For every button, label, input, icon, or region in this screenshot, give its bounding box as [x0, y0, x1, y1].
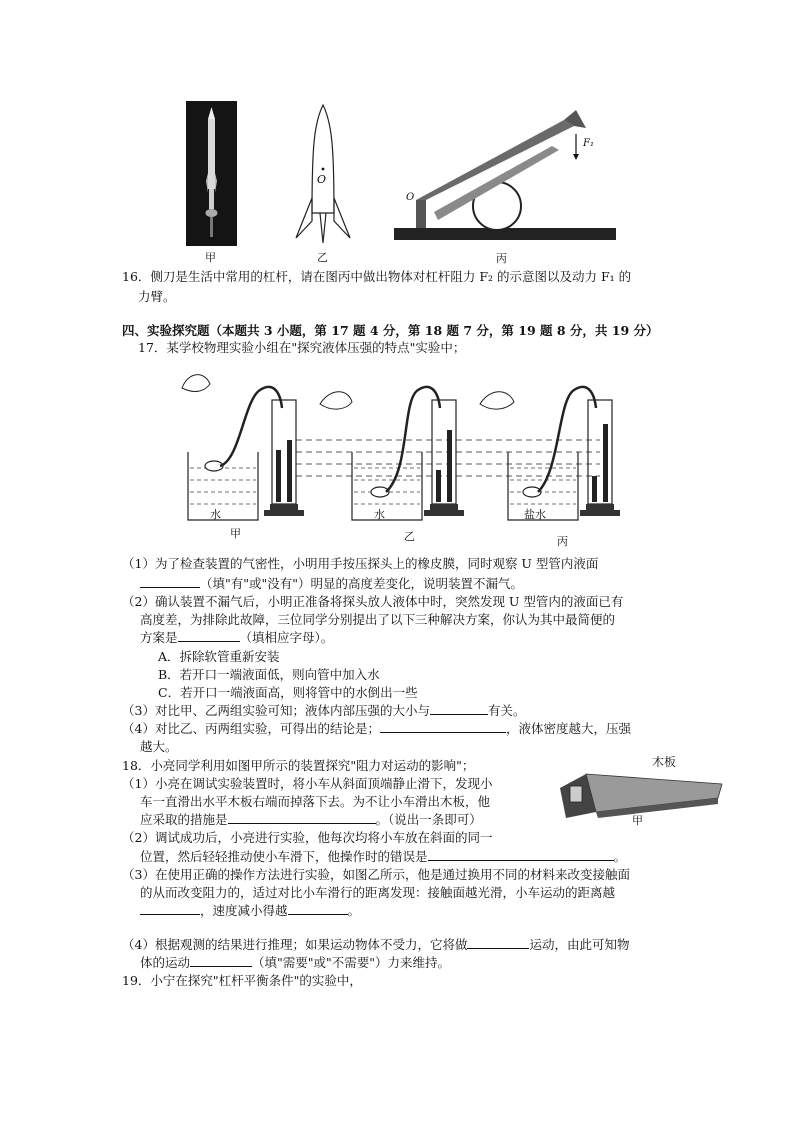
- q19-intro: 19．小宁在探究"杠杆平衡条件"的实验中，: [122, 973, 362, 988]
- q18-part3-line2: 的从而改变阻力的，适过对比小车滑行的距离发现：接触面越光滑，小车运动的距离越: [140, 885, 616, 900]
- beaker-1-liquid-label: 水: [210, 508, 221, 521]
- answer-blank[interactable]: [228, 811, 376, 824]
- answer-blank[interactable]: [288, 902, 348, 915]
- beaker-2-liquid-label: 水: [374, 508, 385, 521]
- lever-cutter-drawing: [394, 108, 616, 246]
- figure-rocket-photo: [186, 101, 237, 246]
- q17-part4-line1: （4）对比乙、丙两组实验，可得出的结论是； ，液体密度越大，压强: [122, 721, 631, 736]
- answer-blank[interactable]: [140, 575, 200, 588]
- q18-part1-line1: （1）小亮在调试实验装置时，将小车从斜面顶端静止滑下，发现小: [122, 776, 493, 791]
- q17-intro: 17．某学校物理实验小组在"探究液体压强的特点"实验中；: [138, 340, 466, 355]
- figure-16-label-bing: 丙: [496, 252, 507, 265]
- figure-pressure-experiment: [180, 360, 630, 530]
- lever-point-o: O: [406, 192, 415, 203]
- q18-part3-line3: ，速度减小得越 。: [140, 902, 360, 920]
- q17-part2-line2: 高度差，为排除此故障，三位同学分别提出了以下三种解决方案，你认为其中最简便的: [140, 612, 616, 627]
- q18-part2-line1: （2）调试成功后，小亮进行实验，他每次均将小车放在斜面的同一: [122, 830, 493, 845]
- q17-option-c: C．若开口一端液面高，则将管中的水倒出一些: [158, 685, 418, 700]
- answer-blank[interactable]: [380, 720, 506, 733]
- q17-figure-label-jia: 甲: [230, 527, 241, 540]
- section-4-heading: 四、实验探究题（本题共 3 小题，第 17 题 4 分，第 18 题 7 分，第 19 题 8 分，共 19 分）: [122, 323, 659, 338]
- figure-rocket-diagram: [292, 103, 354, 246]
- answer-blank[interactable]: [430, 702, 488, 715]
- pressure-experiment-drawing: [180, 360, 630, 530]
- figure-16-label-jia: 甲: [205, 251, 216, 264]
- rocket-point-o: O: [317, 173, 327, 186]
- answer-blank[interactable]: [190, 954, 252, 967]
- q17-part1-line1: （1）为了检查装置的气密性，小明用手按压探头上的橡皮膜，同时观察 U 型管内液面: [122, 556, 599, 571]
- q17-part2-line3: 方案是 （填相应字母）。: [140, 630, 334, 645]
- q17-figure-label-yi: 乙: [404, 530, 415, 543]
- q18-part2-line2: 位置，然后轻轻推动使小车滑下，他操作时的错误是 。: [140, 849, 627, 864]
- q17-option-b: B．若开口一端液面低，则向管中加入水: [158, 667, 380, 682]
- q18-part4-line2: 体的运动 （填"需要"或"不需要"）力来维持。: [140, 955, 451, 970]
- answer-blank[interactable]: [428, 848, 614, 861]
- q18-part1-line3: 应采取的措施是 。（说出一条即可）: [140, 812, 482, 827]
- beaker-3-liquid-label: 盐水: [524, 508, 546, 521]
- q18-figure-label-jia: 甲: [632, 814, 643, 827]
- q16-line-1: 16．侧刀是生活中常用的杠杆，请在图丙中做出物体对杠杆阻力 F₂ 的示意图以及动力 F₁ 的: [122, 269, 632, 284]
- q18-intro: 18．小亮同学利用如图甲所示的装置探究"阻力对运动的影响"；: [122, 758, 475, 773]
- q18-part4-line1: （4）根据观测的结果进行推理；如果运动物体不受力，它将做 运动，由此可知物: [122, 937, 630, 952]
- q17-figure-label-bing: 丙: [557, 535, 568, 548]
- q17-part2-line1: （2）确认装置不漏气后，小明正准备将探头放人液体中时，突然发现 U 型管内的液面已有: [122, 594, 624, 609]
- answer-blank[interactable]: [140, 902, 200, 915]
- figure-lever-cutter: [394, 108, 616, 246]
- q18-part1-line2: 车一直滑出水平木板右端而掉落下去。为不让小车滑出木板，他: [140, 794, 491, 809]
- rocket-photo-drawing: [186, 101, 237, 246]
- q18-part3-line1: （3）在使用正确的操作方法进行实验，如图乙所示，他是通过换用不同的材料来改变接触面: [122, 867, 630, 882]
- q17-part3: （3）对比甲、乙两组实验可知；液体内部压强的大小与 有关。: [122, 703, 526, 718]
- q16-line-2: 力臂。: [138, 289, 176, 304]
- q17-part4-line2: 越大。: [140, 739, 178, 754]
- answer-blank[interactable]: [178, 629, 240, 642]
- q17-part1-line2: （填"有"或"没有"）明显的高度差变化，说明装置不漏气。: [140, 575, 523, 593]
- lever-force-label: F₁: [583, 138, 594, 149]
- q17-option-a: A．拆除软管重新安装: [158, 649, 280, 664]
- answer-blank[interactable]: [467, 936, 529, 949]
- figure-16-label-yi: 乙: [317, 251, 328, 264]
- figure-board-label: 木板: [652, 755, 677, 769]
